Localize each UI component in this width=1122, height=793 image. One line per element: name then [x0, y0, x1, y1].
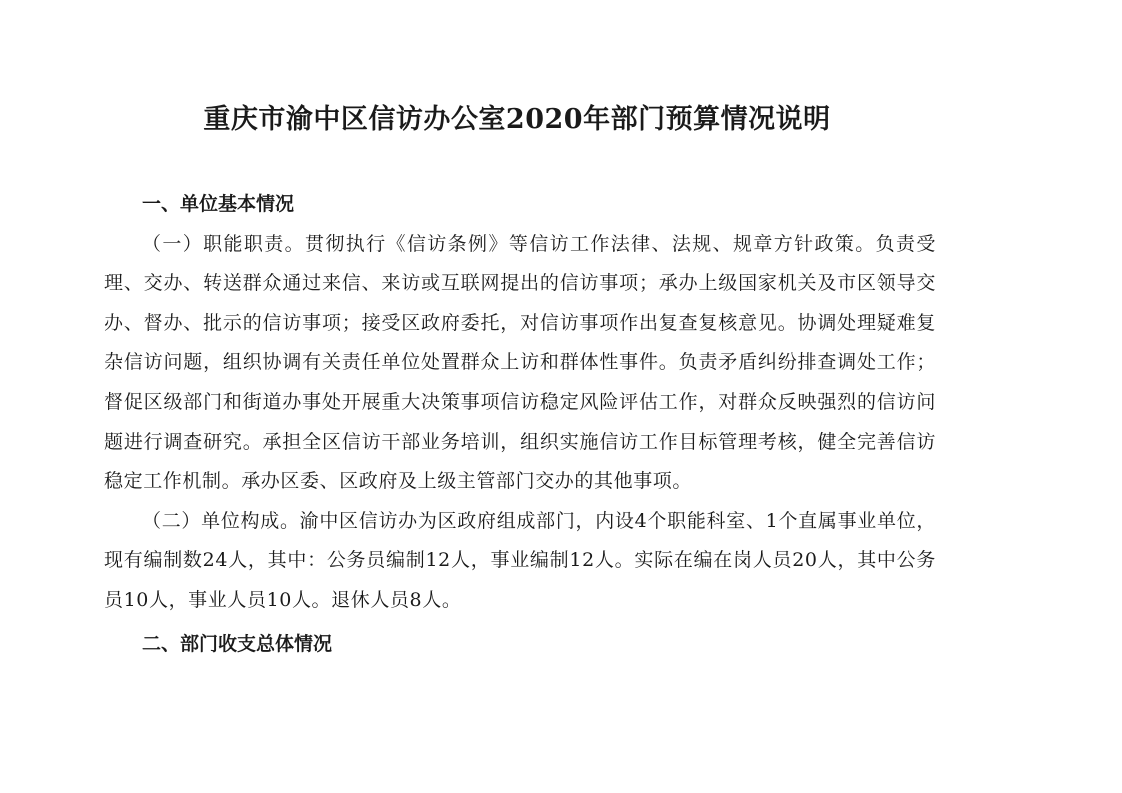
- document-body: [104, 185, 936, 664]
- paragraph-duties: （一）职能职责。贯彻执行《信访条例》等信访工作法律、法规、规章方针政策。负责受理、交办、转送群众通过来信、来访或互联网提出的信访事项；承办上级国家机关及市区领导交办、督办、批示的信访事项；接受区政府委托，对信访事项作出复查复核意见。协调处理疑难复杂信访问题，组织协调有关责任单位处置群众上访和群体性事件。负责矛盾纠纷排查调处工作；督促区级部门和街道办事处开展重大决策事项信访稳定风险评估工作，对群众反映强烈的信访问题进行调查研究。承担全区信访干部业务培训，组织实施信访工作目标管理考核，健全完善信访稳定工作机制。承办区委、区政府及上级主管部门交办的其他事项。: [104, 232, 936, 493]
- document-title: 重庆市渝中区信访办公室2020年部门预算情况说明: [203, 104, 831, 135]
- section-heading-budget-overview: 二、部门收支总体情况: [142, 632, 333, 655]
- section-heading-basic-info: 一、单位基本情况: [142, 193, 295, 215]
- paragraph-composition: （二）单位构成。渝中区信访办为区政府组成部门，内设4个职能科室、1个直属事业单位，现有编制数24人，其中：公务员编制12人，事业编制12人。实际在编在岗人员20人，其中公务员10人，事业人员10人。退休人员8人。: [104, 509, 936, 611]
